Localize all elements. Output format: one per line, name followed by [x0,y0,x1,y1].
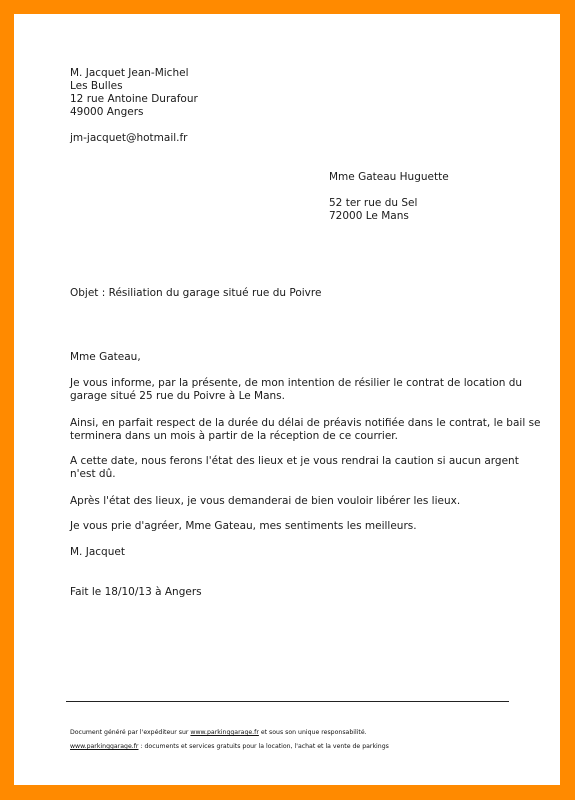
footer-line-2-tail: : documents et services gratuits pour la location, l'achat et la vente de parkings [138,743,389,750]
footer-divider [66,701,509,702]
letter-page [14,14,560,785]
signature: M. Jacquet [70,546,125,558]
place-date: Fait le 18/10/13 à Angers [70,586,202,598]
paragraph-1-line-2: garage situé 25 rue du Poivre à Le Mans. [70,390,285,402]
sender-line2: Les Bulles [70,80,123,92]
footer-link-1[interactable]: www.parkinggarage.fr [190,729,259,736]
paragraph-5: Je vous prie d'agréer, Mme Gateau, mes sentiments les meilleurs. [70,520,417,532]
footer-line-2 [70,743,389,751]
sender-address [70,67,198,119]
paragraph-1 [70,377,523,403]
recipient-city: 72000 Le Mans [329,210,409,222]
paragraph-1-line-1: Je vous informe, par la présente, de mon intention de résilier le contrat de location du [70,377,523,389]
footer-line-1-tail: et sous son unique responsabilité. [258,729,367,736]
paragraph-3-line-2: n'est dû. [70,468,116,480]
recipient-street: 52 ter rue du Sel [329,197,418,209]
sender-city: 49000 Angers [70,106,144,118]
sender-street: 12 rue Antoine Durafour [70,93,198,105]
salutation: Mme Gateau, [70,351,141,363]
paragraph-2 [70,417,541,443]
paragraph-2-line-2: terminera dans un mois à partir de la réception de ce courrier. [70,430,398,442]
recipient-address [329,197,417,223]
recipient-name: Mme Gateau Huguette [329,171,449,183]
paragraph-4: Après l'état des lieux, je vous demanderai de bien vouloir libérer les lieux. [70,495,461,507]
sender-email: jm-jacquet@hotmail.fr [70,132,188,144]
footer-line-1 [70,729,367,737]
footer-link-2[interactable]: www.parkinggarage.fr [70,743,139,750]
paragraph-3-line-1: A cette date, nous ferons l'état des lieux et je vous rendrai la caution si aucun argent [70,455,519,467]
paragraph-2-line-1: Ainsi, en parfait respect de la durée du délai de préavis notifiée dans le contrat, le bail se [70,417,541,429]
paragraph-3 [70,455,519,481]
letter-subject: Objet : Résiliation du garage situé rue du Poivre [70,287,322,299]
sender-name: M. Jacquet Jean-Michel [70,67,189,79]
footer-line-1-text: Document généré par l'expéditeur sur [70,729,191,736]
